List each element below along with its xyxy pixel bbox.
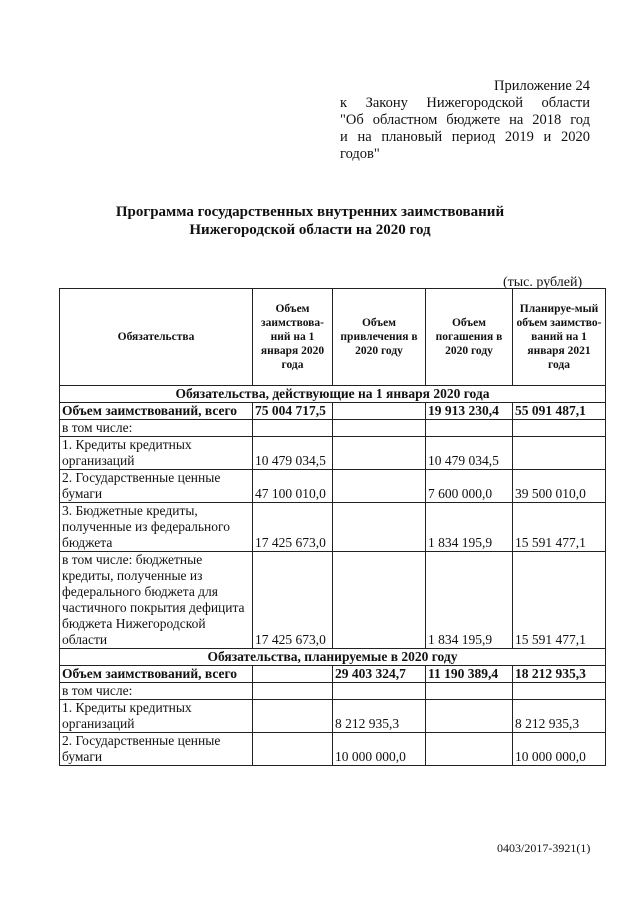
cell-value — [333, 420, 426, 437]
cell-value: 47 100 010,0 — [253, 470, 333, 503]
cell-value — [253, 683, 333, 700]
document-code: 0403/2017-3921(1) — [497, 841, 591, 855]
title-line: Программа государственных внутренних заимствований — [115, 204, 505, 220]
cell-value: 1 834 195,9 — [426, 552, 513, 649]
appendix-line: "Об областном бюджете на 2018 год — [340, 112, 590, 128]
cell-value — [333, 503, 426, 552]
cell-value: 7 600 000,0 — [426, 470, 513, 503]
column-header: Объем заимствова-ний на 1 января 2020 года — [253, 289, 333, 386]
cell-value: 11 190 389,4 — [426, 666, 513, 683]
cell-value — [253, 420, 333, 437]
section-title: Обязательства, планируемые в 2020 году — [60, 649, 606, 666]
cell-value: 18 212 935,3 — [513, 666, 606, 683]
cell-value — [513, 420, 606, 437]
table-row — [60, 437, 606, 470]
cell-value: 75 004 717,5 — [253, 403, 333, 420]
row-label: 3. Бюджетные кредиты, полученные из федерального бюджета — [60, 503, 253, 552]
table-row — [60, 700, 606, 733]
cell-value — [426, 733, 513, 766]
table-row — [60, 503, 606, 552]
appendix-line: годов" — [340, 146, 380, 162]
cell-value: 8 212 935,3 — [333, 700, 426, 733]
cell-value — [426, 700, 513, 733]
cell-value — [253, 700, 333, 733]
table-row — [60, 733, 606, 766]
table-row — [60, 403, 606, 420]
cell-value — [333, 470, 426, 503]
cell-value — [426, 420, 513, 437]
row-label: Объем заимствований, всего — [60, 403, 253, 420]
cell-value: 15 591 477,1 — [513, 552, 606, 649]
cell-value: 17 425 673,0 — [253, 503, 333, 552]
page-title — [60, 203, 560, 239]
table-row — [60, 420, 606, 437]
table-row — [60, 552, 606, 649]
cell-value: 1 834 195,9 — [426, 503, 513, 552]
appendix-line: к Закону Нижегородской области — [340, 95, 590, 111]
cell-value — [333, 437, 426, 470]
cell-value: 10 479 034,5 — [253, 437, 333, 470]
row-label: 2. Государственные ценные бумаги — [60, 470, 253, 503]
row-label: 1. Кредиты кредитных организаций — [60, 700, 253, 733]
row-label: в том числе: — [60, 420, 253, 437]
cell-value: 10 000 000,0 — [513, 733, 606, 766]
section-title: Обязательства, действующие на 1 января 2020 года — [60, 386, 606, 403]
cell-value: 29 403 324,7 — [333, 666, 426, 683]
table-row — [60, 666, 606, 683]
row-label: 1. Кредиты кредитных организаций — [60, 437, 253, 470]
cell-value — [253, 666, 333, 683]
cell-value: 15 591 477,1 — [513, 503, 606, 552]
appendix-line: и на плановый период 2019 и 2020 — [340, 129, 590, 145]
cell-value: 19 913 230,4 — [426, 403, 513, 420]
cell-value: 10 479 034,5 — [426, 437, 513, 470]
cell-value: 17 425 673,0 — [253, 552, 333, 649]
column-header: Объем погашения в 2020 году — [426, 289, 513, 386]
borrowing-table — [59, 288, 606, 766]
cell-value: 10 000 000,0 — [333, 733, 426, 766]
cell-value — [513, 437, 606, 470]
table-row — [60, 683, 606, 700]
appendix-note — [340, 78, 590, 163]
cell-value: 8 212 935,3 — [513, 700, 606, 733]
cell-value — [333, 403, 426, 420]
table-header-row — [60, 289, 606, 386]
cell-value — [333, 683, 426, 700]
cell-value — [333, 552, 426, 649]
row-label: 2. Государственные ценные бумаги — [60, 733, 253, 766]
cell-value: 39 500 010,0 — [513, 470, 606, 503]
section-header-row — [60, 386, 606, 403]
row-label: Объем заимствований, всего — [60, 666, 253, 683]
column-header: Обязательства — [60, 289, 253, 386]
column-header: Планируе-мый объем заимство-ваний на 1 января 2021 года — [513, 289, 606, 386]
column-header: Объем привлечения в 2020 году — [333, 289, 426, 386]
title-line: Нижегородской области на 2020 год — [189, 222, 431, 238]
cell-value — [513, 683, 606, 700]
row-label: в том числе: — [60, 683, 253, 700]
table-row — [60, 470, 606, 503]
cell-value — [253, 733, 333, 766]
row-label: в том числе: бюджетные кредиты, полученные из федерального бюджета для частичного покрытия дефицита бюджета Нижегородской области — [60, 552, 253, 649]
appendix-number: Приложение 24 — [494, 78, 590, 94]
section-header-row — [60, 649, 606, 666]
cell-value — [426, 683, 513, 700]
units-label: (тыс. рублей) — [503, 275, 583, 290]
cell-value: 55 091 487,1 — [513, 403, 606, 420]
